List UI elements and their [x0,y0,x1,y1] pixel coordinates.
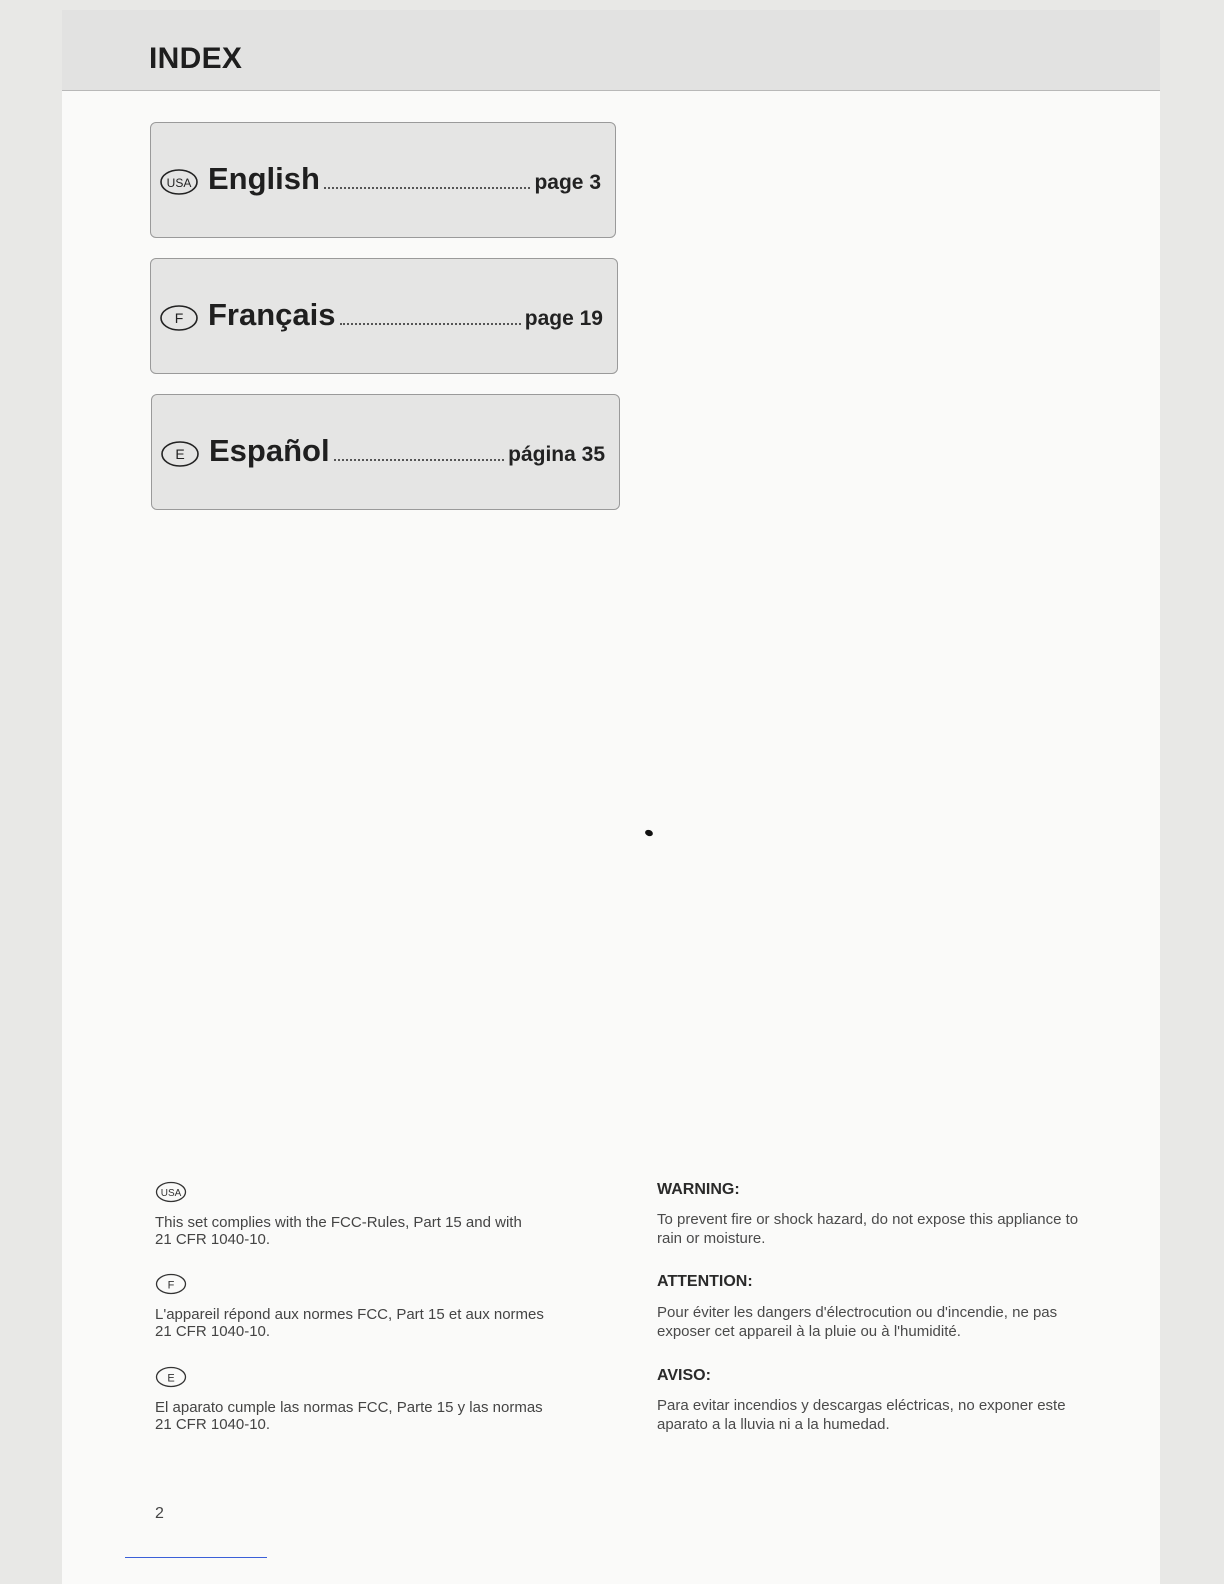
index-entry-english[interactable] [150,122,616,238]
svg-text:F: F [174,310,184,326]
scan-edge-line [125,1557,267,1558]
f-badge-icon [159,304,199,332]
page-reference: page 3 [534,171,601,194]
warning-heading: WARNING: [657,1181,740,1198]
document-page [62,10,1160,1584]
fcc-note-usa: This set complies with the FCC-Rules, Part 15 and with 21 CFR 1040-10. [155,1214,522,1248]
attention-heading: ATTENTION: [657,1273,753,1290]
svg-text:F: F [167,1279,175,1292]
svg-text:E: E [175,446,185,462]
svg-text:USA: USA [160,1188,182,1199]
usa-badge-icon [155,1181,187,1208]
attention-text: Pour éviter les dangers d'électrocution ou d'incendie, ne pas exposer cet appareil à la pluie ou à l'humidité. [657,1304,1058,1340]
f-badge-icon [155,1273,187,1300]
fcc-note-spanish: El aparato cumple las normas FCC, Parte 15 y las normas 21 CFR 1040-10. [155,1399,543,1433]
dot-leader [324,187,531,189]
dot-leader [340,323,521,325]
language-name: Español [209,433,330,468]
svg-text:E: E [167,1372,175,1385]
page-reference: page 19 [524,307,603,330]
e-badge-icon [155,1366,187,1393]
page-number: 2 [155,1505,164,1522]
page-title: INDEX [149,42,243,75]
index-entry-espanol[interactable] [151,394,620,510]
index-entry-francais[interactable] [150,258,618,374]
dot-leader [334,459,505,461]
language-name: English [208,161,320,196]
usa-badge-icon [159,168,199,196]
warning-text: To prevent fire or shock hazard, do not expose this appliance to rain or moisture. [657,1211,1079,1247]
language-name: Français [208,297,336,332]
fcc-note-french: L'appareil répond aux normes FCC, Part 15 et aux normes 21 CFR 1040-10. [155,1306,544,1340]
aviso-heading: AVISO: [657,1367,711,1384]
page-reference: página 35 [508,443,605,466]
aviso-text: Para evitar incendios y descargas eléctricas, no exponer este aparato a la lluvia ni a la humedad. [657,1397,1066,1433]
svg-text:USA: USA [166,176,192,190]
e-badge-icon [160,440,200,468]
